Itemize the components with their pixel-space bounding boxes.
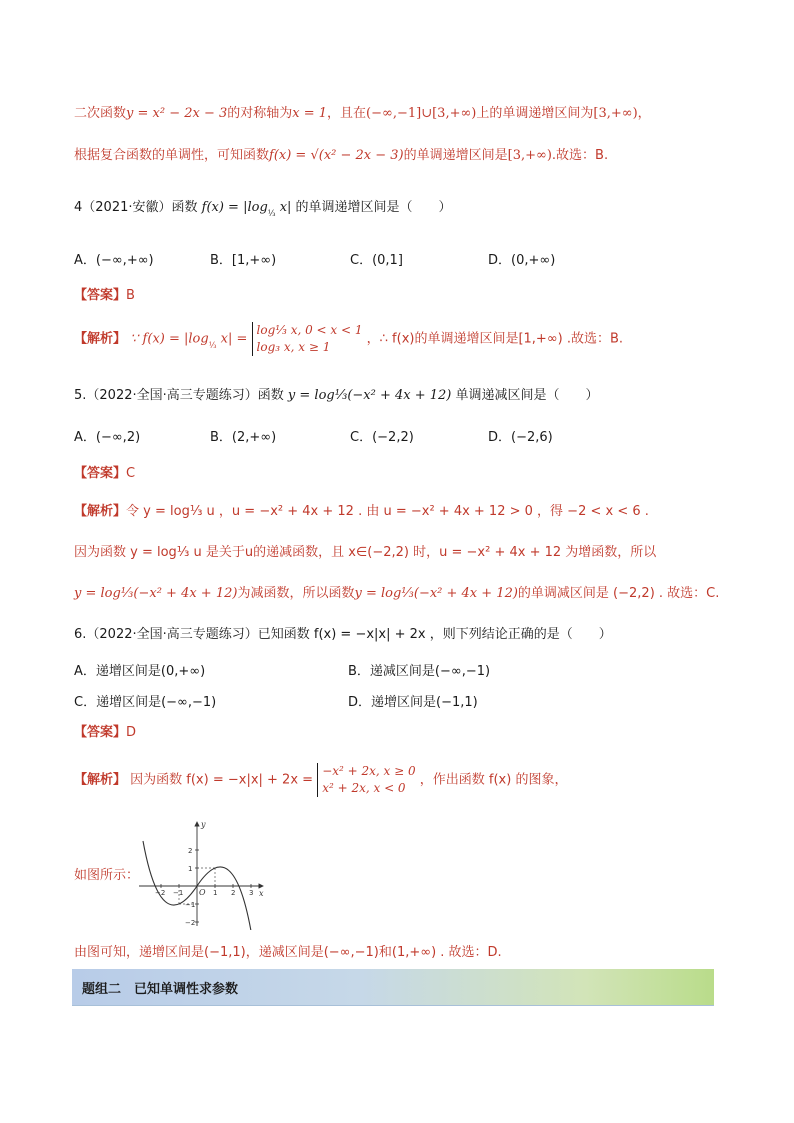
origin-label: O [199,888,206,897]
text: 单调递减区间是（ ） [455,388,599,403]
q5-option-a: A．(−∞,2) [74,430,141,445]
answer-value: D [126,725,137,740]
analysis-conclusion: ，∴ f(x)的单调递增区间是[1,+∞) .故选：B. [366,331,624,347]
x-tick-label: −2 [155,889,166,897]
formula: y = x² − 2x − 3 [126,106,228,121]
formula: y = log⅓(−x² + 4x + 12) [74,586,238,601]
y-tick-label: 1 [188,865,193,873]
analysis-label: 【解析】 [74,504,127,519]
analysis-label: 【解析】 [74,772,127,788]
x-tick-label: −1 [173,889,184,897]
q6-option-a: A．递增区间是(0,+∞) [74,664,206,679]
q6-option-b: B．递减区间是(−∞,−1) [348,664,491,679]
log-base: ⅓ [267,209,276,218]
q6-option-c: C．递增区间是(−∞,−1) [74,695,217,710]
q4-option-a: A．(−∞,+∞) [74,253,154,268]
curve-right [197,867,254,930]
y-axis-label: y [201,820,206,829]
formula: f(x) = √(x² − 2x − 3) [269,148,404,163]
q6-answer [74,723,136,743]
solution-line-1 [74,104,651,124]
piecewise-brace [317,763,415,797]
answer-label: 【答案】 [74,466,127,481]
q5-answer [74,464,135,484]
text: 的单调递增区间是 [403,148,508,163]
analysis-text: 令 y = log⅓ u ，u = −x² + 4x + 12 . 由 u = −x² + 4x + 12 > 0 ，得 −2 < x < 6 . [126,504,649,519]
text: 4（2021·安徽）函数 [74,200,198,215]
q5-option-b: B．(2,+∞) [210,430,277,445]
text: 根据复合函数的单调性，可知函数 [74,148,270,163]
q5-analysis-3 [74,584,719,604]
answer-value: C [126,466,136,481]
answer-label: 【答案】 [74,725,127,740]
text: 5.（2022·全国·高三专题练习）函数 [74,388,284,403]
formula: x = 1 [292,106,328,121]
analysis-label: 【解析】 [74,331,127,347]
interval: [3,+∞) [507,148,552,163]
x-axis-label: x [259,889,264,898]
q6-conclusion: 由图可知，递增区间是(−1,1)，递减区间是(−∞,−1)和(1,+∞) . 故选：D. [74,945,502,960]
x-tick-label: 1 [213,889,218,897]
formula: y = log⅓(−x² + 4x + 12) [287,388,452,403]
text: 为减函数，所以函数 [237,586,355,601]
answer-value: B [126,288,135,303]
q4-answer [74,286,135,306]
case-2: log₃ x, x ≥ 1 [256,340,331,354]
text: 的单调减区间是 (−2,2) . 故选：C. [517,586,720,601]
figure-caption: 如图所示： [74,868,140,883]
q4-option-b: B．[1,+∞) [210,253,277,268]
q4-option-d: D．(0,+∞) [488,253,556,268]
q4-analysis [74,322,623,356]
formula: y = log⅓(−x² + 4x + 12) [354,586,518,601]
interval: (−∞,−1]∪[3,+∞) [366,106,477,121]
interval: [3,+∞) [593,106,638,121]
q6-analysis [74,763,567,797]
text: .故选：B. [551,148,609,163]
question-6-stem: 6.（2022·全国·高三专题练习）已知函数 f(x) = −x|x| + 2x ，则下列结论正确的是（ ） [74,627,612,642]
piecewise-brace [252,322,363,356]
text: 的对称轴为 [227,106,293,121]
formula: x| [279,200,292,215]
solution-line-2 [74,146,608,166]
formula: x| = [220,331,248,347]
y-tick-label: −2 [185,919,196,927]
x-tick-label: 3 [249,889,254,897]
case-1: log⅓ x, 0 < x < 1 [256,323,363,337]
q5-analysis-2: 因为函数 y = log⅓ u 是关于u的递减函数，且 x∈(−2,2) 时，u = −x² + 4x + 12 为增函数，所以 [74,545,657,560]
answer-label: 【答案】 [74,288,127,303]
q6-option-d: D．递增区间是(−1,1) [348,695,478,710]
case-1: −x² + 2x, x ≥ 0 [322,764,416,778]
log-base: ⅓ [208,340,217,350]
function-graph [137,818,267,930]
text: 上的单调递增区间为 [476,106,594,121]
text: ， [637,106,651,121]
question-5-stem [74,386,599,406]
q5-analysis-1 [74,502,649,522]
formula: ∵ f(x) = |log [130,331,209,347]
q5-option-d: D．(−2,6) [488,430,553,445]
y-tick-label: −1 [185,901,196,909]
analysis-text: ，作出函数 f(x) 的图象， [419,772,568,788]
y-tick-label: 2 [188,847,193,855]
text: 二次函数 [74,106,127,121]
analysis-text: 因为函数 f(x) = −x|x| + 2x = [130,772,314,788]
q5-option-c: C．(−2,2) [350,430,414,445]
q4-option-c: C．(0,1] [350,253,403,268]
section-header [72,969,714,1006]
question-4-stem [74,198,452,219]
section-title: 题组二 已知单调性求参数 [82,982,239,997]
text: ，且在 [327,106,367,121]
text: 的单调递增区间是（ ） [295,200,452,215]
case-2: x² + 2x, x < 0 [322,781,406,795]
x-tick-label: 2 [231,889,236,897]
formula: f(x) = |log [201,200,268,215]
